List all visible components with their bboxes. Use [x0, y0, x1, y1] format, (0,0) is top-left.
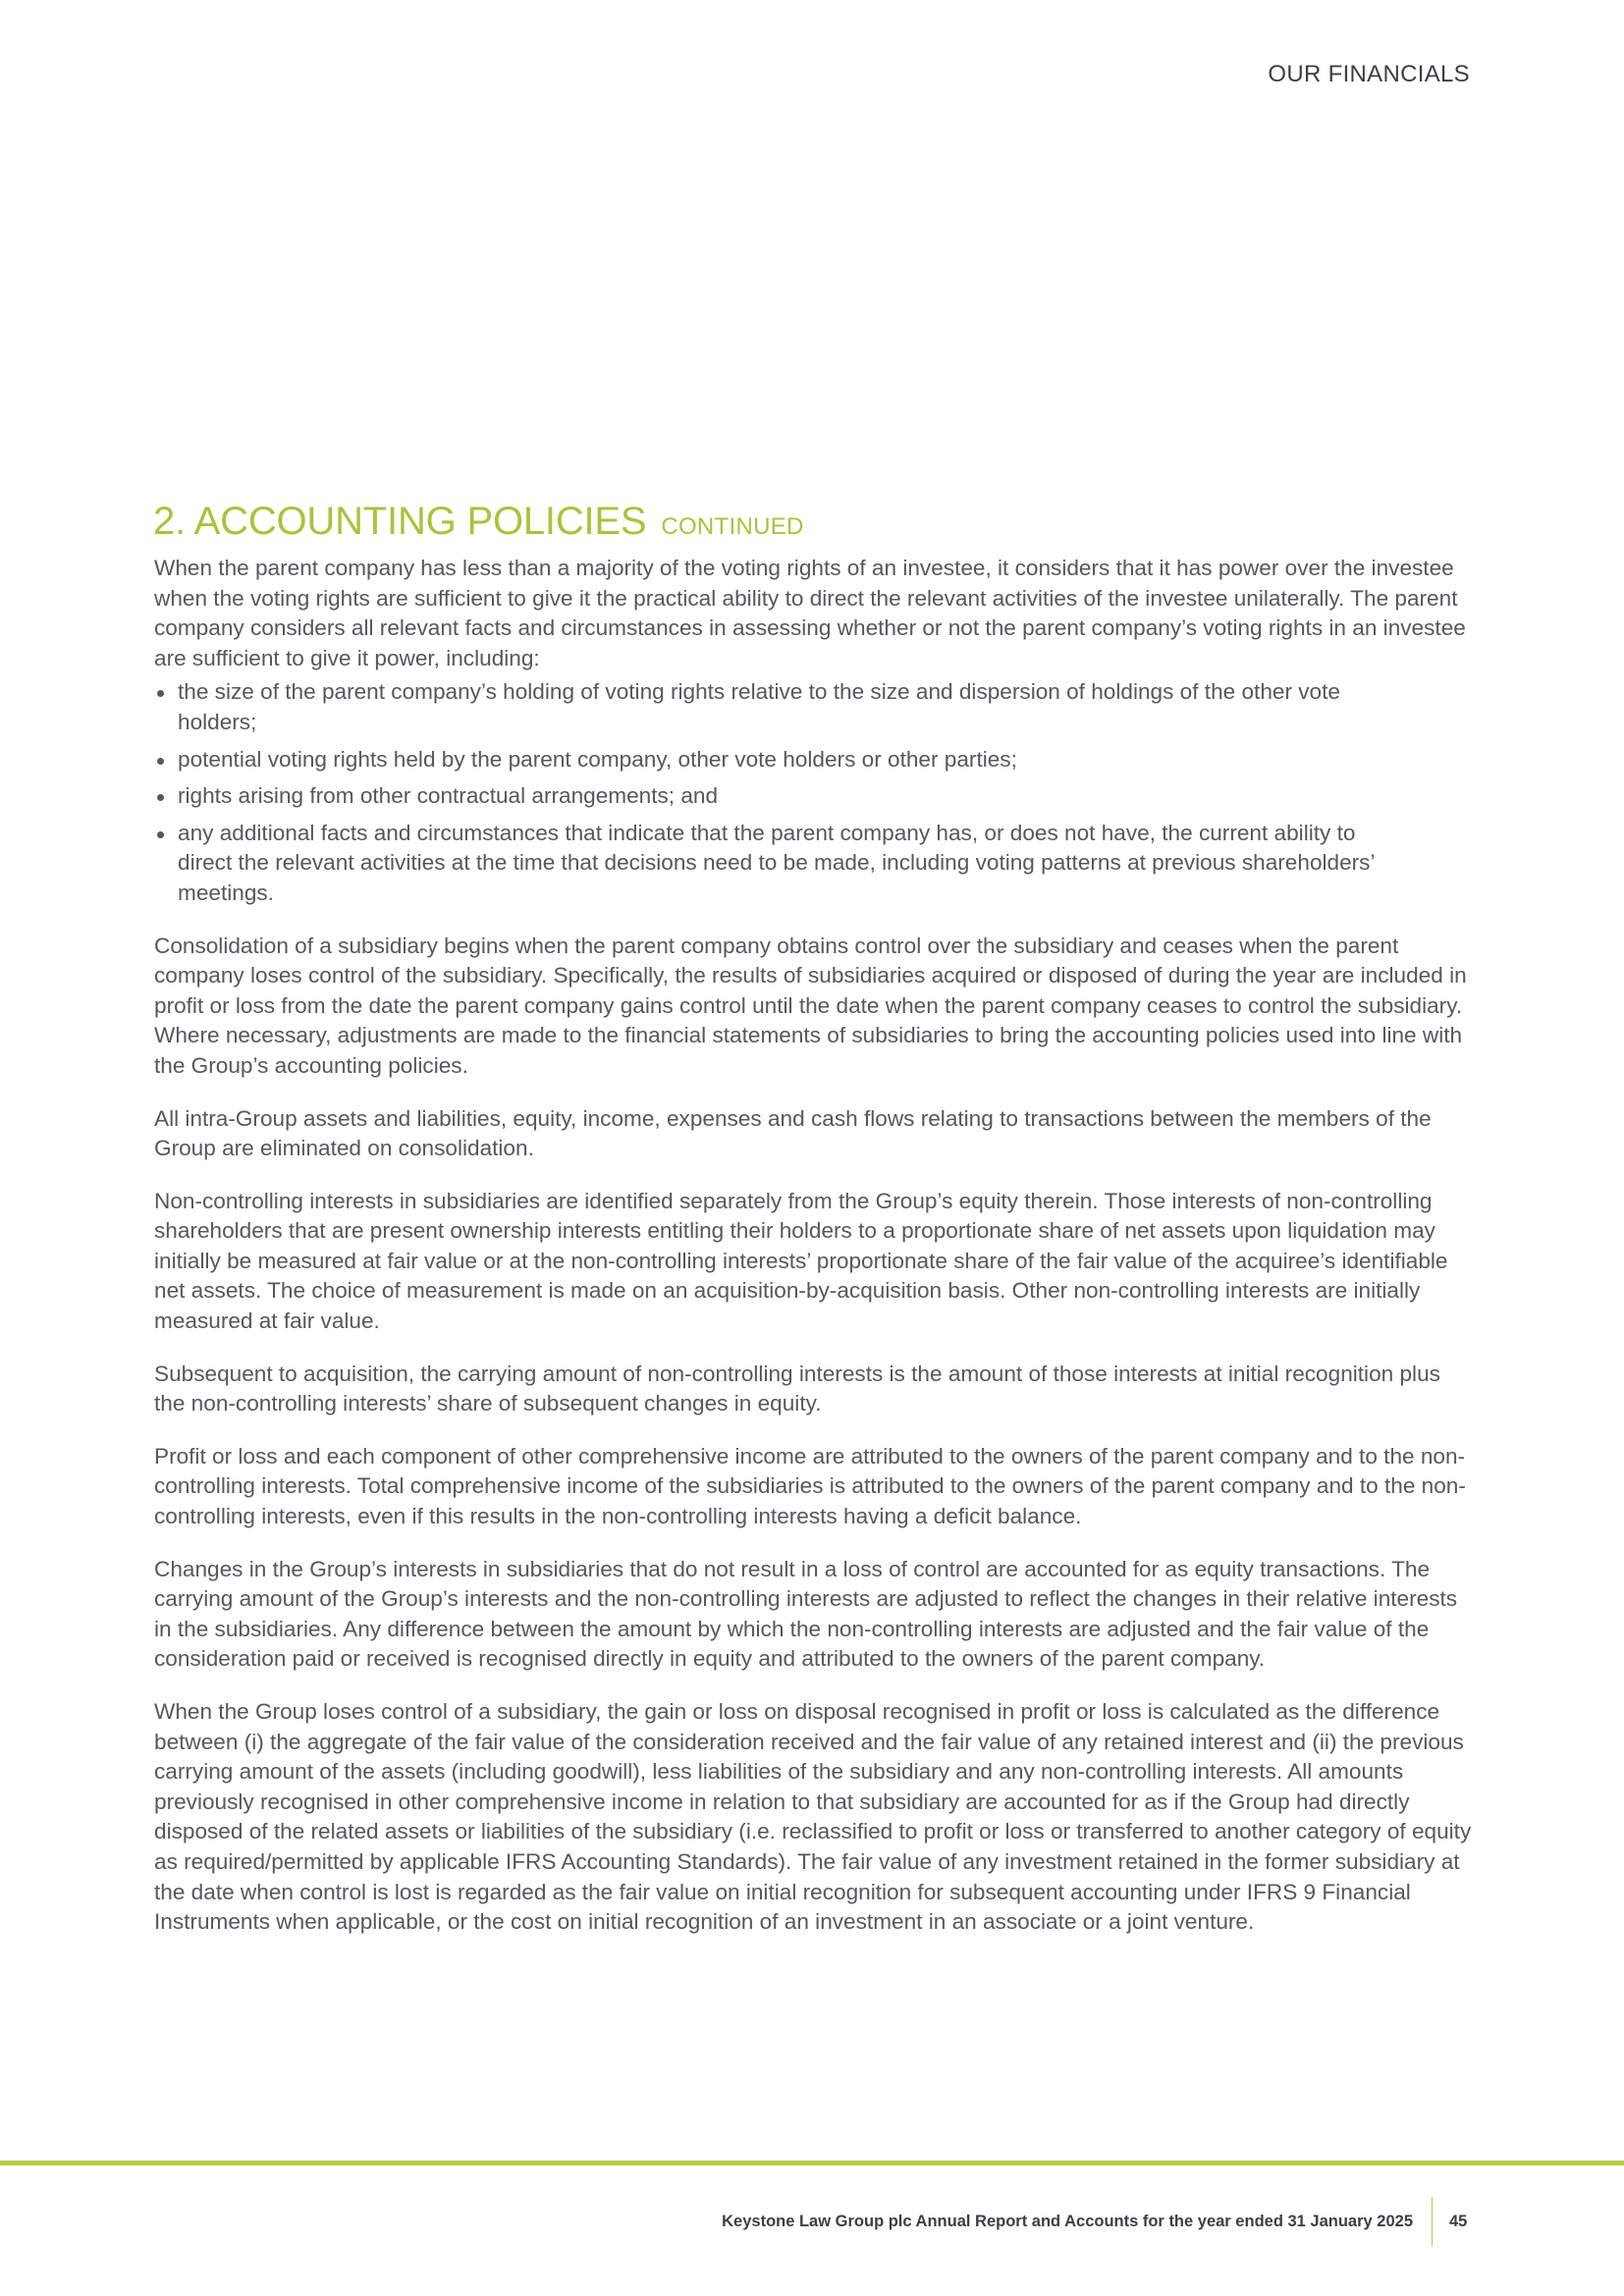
- footer-separator: [1432, 2197, 1433, 2246]
- bullet-list: [154, 677, 1474, 908]
- section-heading: [153, 499, 1474, 550]
- intro-paragraph: When the parent company has less than a majority of the voting rights of an investee, it considers that it has power over the investee when the voting rights are sufficient to give it the practical ability to direct the relevant activities of the investee unilaterally. The parent company considers all relevant facts and circumstances in assessing whether or not the parent company’s voting rights in an investee are sufficient to give it power, including:: [154, 556, 1466, 670]
- paragraph-intra-group: All intra-Group assets and liabilities, equity, income, expenses and cash flows relating to transactions between the members of the Group are eliminated on consolidation.: [154, 1105, 1432, 1161]
- heading-title: 2. ACCOUNTING POLICIES: [153, 500, 647, 543]
- section-label: OUR FINANCIALS: [1268, 61, 1470, 87]
- main-content: [154, 499, 1474, 1960]
- paragraph-profit-loss: Profit or loss and each component of other comprehensive income are attributed to the owners of the parent company and to the non-controlling interests. Total comprehensive income of the subsidiaries is attributed to the owners of the parent company and to the non-controlling interests, even if this results in the non-controlling interests having a deficit balance.: [154, 1443, 1466, 1529]
- paragraph-changes: Changes in the Group’s interests in subsidiaries that do not result in a loss of control are accounted for as equity transactions. The carrying amount of the Group’s interests and the non-controlling interests are adjusted to reflect the changes in their relative interests in the subsidiaries. Any difference between the amount by which the non-controlling interests are adjusted and the fair value of the consideration paid or received is recognised directly in equity and attributed to the owners of the parent company.: [154, 1556, 1458, 1672]
- paragraph-loss-of-control: When the Group loses control of a subsidiary, the gain or loss on disposal recognised in profit or loss is calculated as the difference between (i) the aggregate of the fair value of the consideration received and the fair value of any retained interest and (ii) the previous carrying amount of the assets (including goodwill), less liabilities of the subsidiary and any non-controlling interests. All amounts previously recognised in other comprehensive income in relation to that subsidiary are accounted for as if the Group had directly disposed of the related assets or liabilities of the subsidiary (i.e. reclassified to profit or loss or transferred to another category of equity as required/permitted by applicable IFRS Accounting Standards). The fair value of any investment retained in the former subsidiary at the date when control is lost is regarded as the fair value on initial recognition for subsequent accounting under IFRS 9 Financial Instruments when applicable, or the cost on initial recognition of an investment in an associate or a joint venture.: [154, 1699, 1472, 1935]
- heading-continued: CONTINUED: [661, 513, 804, 540]
- list-item: rights arising from other contractual arrangements; and: [154, 781, 1474, 812]
- page-number: 45: [1449, 2213, 1468, 2230]
- list-item: the size of the parent company’s holding of voting rights relative to the size and dispersion of holdings of the other vote holders;: [154, 677, 1474, 737]
- paragraph-subsequent: Subsequent to acquisition, the carrying amount of non-controlling interests is the amount of those interests at initial recognition plus the non-controlling interests’ share of subsequent changes in equity.: [154, 1361, 1440, 1416]
- list-item: any additional facts and circumstances that indicate that the parent company has, or does not have, the current ability to direct the relevant activities at the time that decisions need to be made, including voting patterns at previous shareholders’ meetings.: [154, 819, 1474, 909]
- footer-divider: [0, 2161, 1624, 2165]
- list-item: potential voting rights held by the parent company, other vote holders or other parties;: [154, 745, 1474, 775]
- paragraph-non-controlling: Non-controlling interests in subsidiaries are identified separately from the Group’s equity therein. Those interests of non-controlling shareholders that are present ownership interests entitling their holders to a proportionate share of net assets upon liquidation may initially be measured at fair value or at the non-controlling interests’ proportionate share of the fair value of the acquiree’s identifiable net assets. The choice of measurement is made on an acquisition-by-acquisition basis. Other non-controlling interests are initially measured at fair value.: [154, 1188, 1448, 1334]
- paragraph-consolidation: Consolidation of a subsidiary begins when the parent company obtains control over the subsidiary and ceases when the parent company loses control of the subsidiary. Specifically, the results of subsidiaries acquired or disposed of during the year are included in profit or loss from the date the parent company gains control until the date when the parent company ceases to control the subsidiary. Where necessary, adjustments are made to the financial statements of subsidiaries to bring the accounting policies used into line with the Group’s accounting policies.: [154, 933, 1467, 1078]
- footer-report-title: Keystone Law Group plc Annual Report and Accounts for the year ended 31 January 2025: [722, 2213, 1413, 2230]
